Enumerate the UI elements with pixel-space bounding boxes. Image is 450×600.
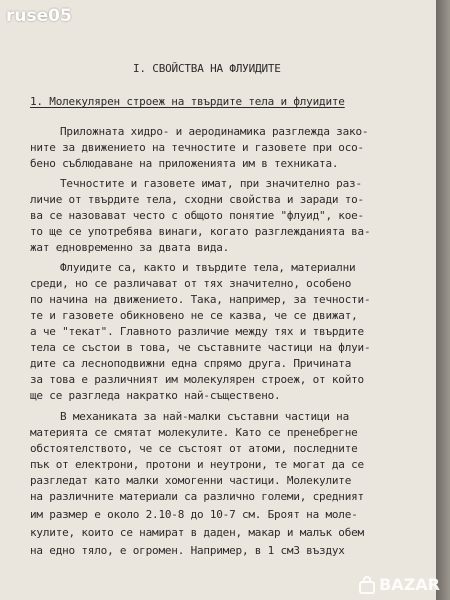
text-line: жат едновременно за двата вида. [30, 241, 230, 254]
text-line: В механиката за най-малки съставни частици на [60, 410, 350, 423]
text-line: на различните материали са различно големи, средният [30, 490, 364, 503]
text-line: на едно тяло, е огромен. Например, в 1 см3 въздух [30, 544, 345, 557]
text-line: за това е различният им молекулярен строеж, от който [30, 373, 364, 386]
text-line: ните за движението на течностите и газовете при осо- [30, 141, 364, 154]
chapter-title: I. СВОЙСТВА НА ФЛУИДИТЕ [133, 62, 281, 75]
watermark-text: ruse05 [6, 6, 72, 26]
bag-icon [358, 576, 376, 594]
text-line: дите са леснoподвижни една спрямо друга. Причината [30, 357, 352, 370]
text-line: Приложната хидро- и аеродинамика разглежда зако- [60, 125, 369, 138]
page-edge [436, 0, 450, 600]
text-line: тела се състои в това, че съставните частици на флуи- [30, 341, 371, 354]
text-line: Флуидите са, както и твърдите тела, материални [60, 261, 356, 274]
text-line: ва се назовават често с общото понятие "флуид", кое- [30, 209, 364, 222]
text-line: Течностите и газовете имат, при значително раз- [60, 177, 362, 190]
text-line: им размер е около 2.10-8 до 10-7 см. Броят на моле- [30, 508, 358, 521]
text-line: материята се смятат молекулите. Като се пренебрегне [30, 426, 358, 439]
text-line: то ще се употребява винаги, когато разглежданията ва- [30, 225, 371, 238]
text-line: личие от твърдите тела, сходни свойства и заради то- [30, 193, 364, 206]
text-line: а че "текат". Главното различие между тях и твърдите [30, 325, 364, 338]
bazar-logo [358, 575, 440, 594]
text-line: те и газовете обикновено не се казва, че се движат, [30, 309, 358, 322]
text-line: пък от електрони, протони и неутрони, те могат да се [30, 458, 364, 471]
section-title: 1. Молекулярен строеж на твърдите тела и флуидите [30, 95, 345, 108]
text-line: среди, но се различават от тях значително, особено [30, 277, 352, 290]
text-line: ще се разгледа накратко най-съществено. [30, 389, 281, 402]
text-line: бено съблюдаване на приложенията им в техниката. [30, 157, 339, 170]
text-line: кулите, които се намират в даден, макар и малък обем [30, 526, 364, 539]
text-line: разгледат като малки хомогенни частици. Молекулите [30, 474, 352, 487]
logo-text: BAZAR [379, 575, 440, 594]
text-line: по начина на движението. Така, например, за течности- [30, 293, 371, 306]
text-line: обстоятелството, че се състоят от атоми, последните [30, 442, 358, 455]
